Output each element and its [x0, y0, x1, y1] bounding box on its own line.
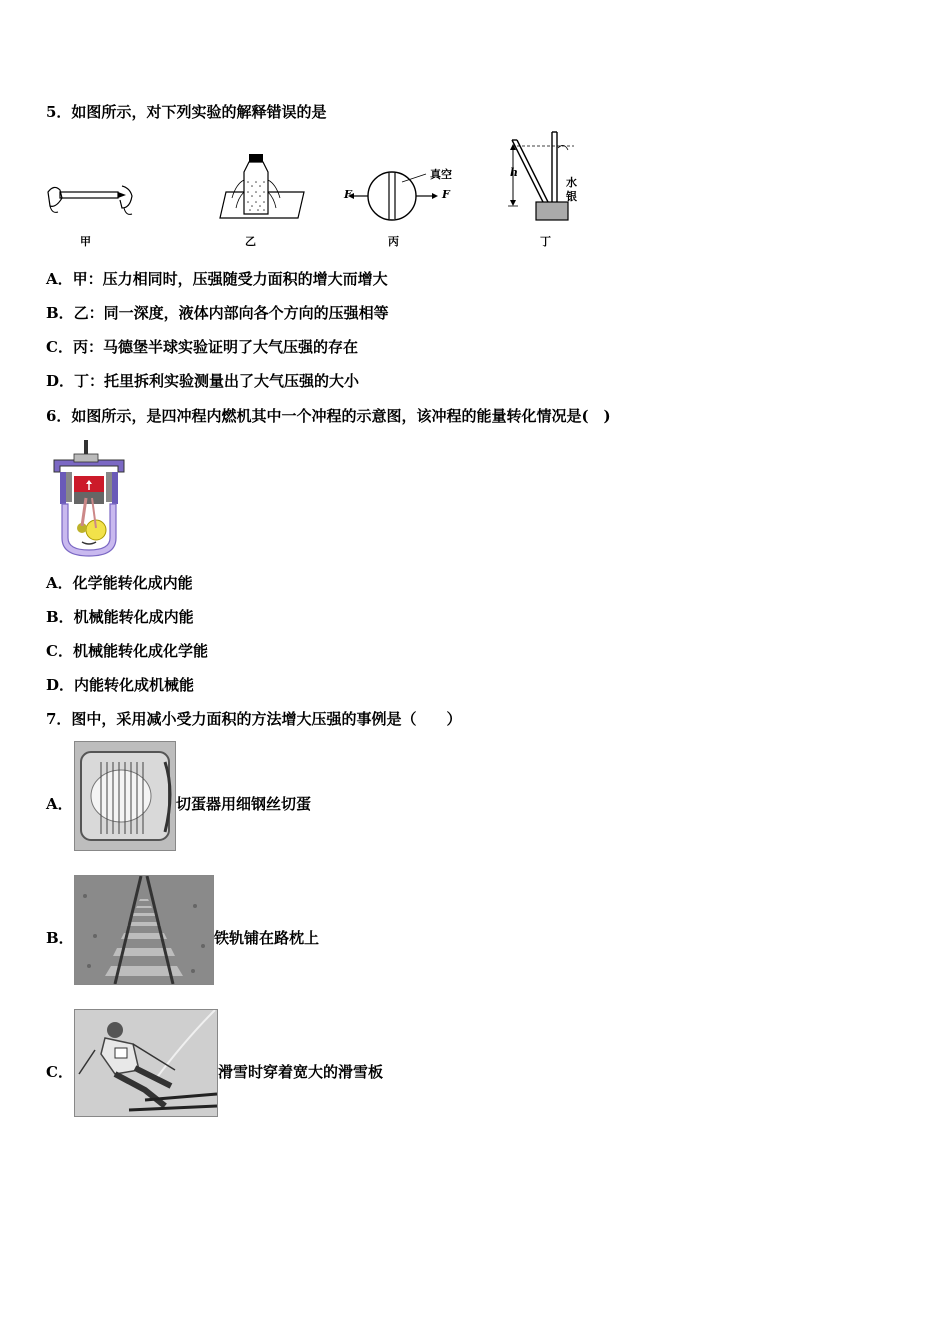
pencil-pressed-by-fingers-figure	[44, 178, 136, 220]
vacuum-label: 真空	[430, 168, 452, 181]
engine-stroke-diagram	[48, 438, 130, 560]
bottle-water-jets-figure	[206, 152, 306, 222]
figure-label-ding: 丁	[540, 235, 551, 248]
q6-stem: 6．如图所示，是四冲程内燃机其中一个冲程的示意图，该冲程的能量转化情况是( )	[46, 407, 611, 425]
q7-option-a-text: 切蛋器用细钢丝切蛋	[176, 795, 312, 813]
q7-option-c-text: 滑雪时穿着宽大的滑雪板	[218, 1063, 384, 1081]
mercury-label-2: 银	[566, 190, 577, 203]
height-label: h	[510, 166, 518, 179]
force-label-left: F	[344, 188, 352, 201]
figure-label-jia: 甲	[80, 235, 91, 248]
q6-option-d: D．内能转化成机械能	[46, 676, 195, 694]
q5-option-a: A．甲：压力相同时，压强随受力面积的增大而增大	[46, 270, 388, 288]
figure-label-yi: 乙	[245, 235, 256, 248]
force-label-right: F	[442, 188, 450, 201]
q7-option-a-label: A．	[46, 795, 73, 813]
q6-option-a: A．化学能转化成内能	[46, 574, 193, 592]
q6-option-b: B．机械能转化成内能	[46, 608, 194, 626]
q5-option-d: D．丁：托里拆利实验测量出了大气压强的大小	[46, 372, 360, 390]
figure-label-bing: 丙	[388, 235, 399, 248]
q7-option-b-text: 铁轨铺在路枕上	[214, 929, 320, 947]
q6-option-c: C．机械能转化成化学能	[46, 642, 208, 660]
railway-track-photo	[74, 875, 214, 985]
q5-option-c: C．丙：马德堡半球实验证明了大气压强的存在	[46, 338, 358, 356]
q5-stem: 5．如图所示，对下列实验的解释错误的是	[46, 103, 327, 121]
q7-stem: 7．图中，采用减小受力面积的方法增大压强的事例是（ ）	[46, 710, 462, 728]
mercury-label-1: 水	[566, 176, 577, 189]
skier-photo	[74, 1009, 218, 1117]
q7-option-c-label: C．	[46, 1063, 73, 1081]
q5-option-b: B．乙：同一深度，液体内部向各个方向的压强相等	[46, 304, 389, 322]
q7-option-b-label: B．	[46, 929, 74, 947]
egg-slicer-photo	[74, 741, 176, 851]
